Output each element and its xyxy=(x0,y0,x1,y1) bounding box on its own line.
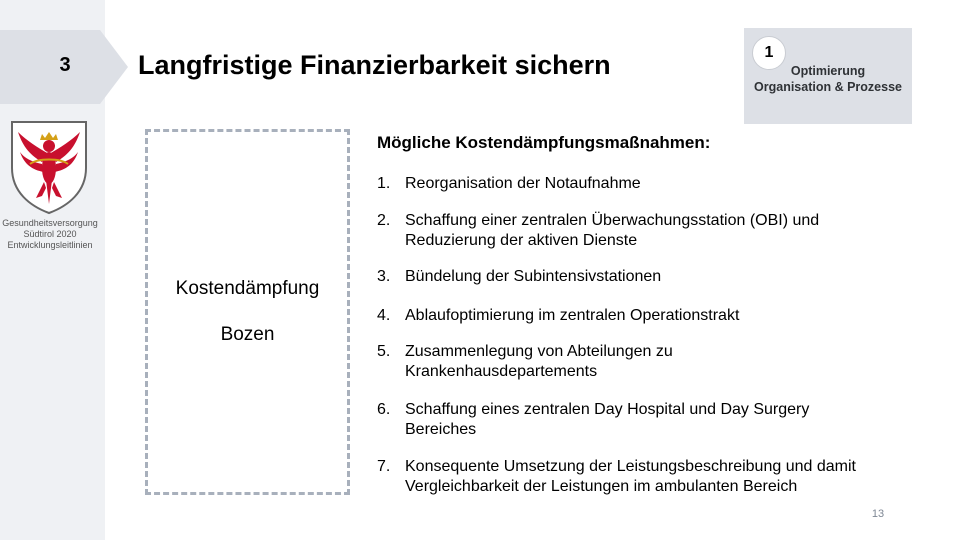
eagle-coat-of-arms-icon xyxy=(8,118,90,216)
logo-caption xyxy=(0,218,100,251)
list-item-number: 5. xyxy=(377,343,391,360)
list-item-number: 1. xyxy=(377,175,391,192)
topic-label: Kostendämpfung xyxy=(175,278,320,299)
logo-caption-line-2: Südtirol 2020 xyxy=(23,229,77,239)
list-item-text: Ablaufoptimierung im zentralen Operationstrakt xyxy=(405,307,740,324)
badge-line-1: Optimierung xyxy=(790,64,866,78)
list-item xyxy=(377,267,917,287)
page-number: 13 xyxy=(871,508,885,520)
list-item-text: Bündelung der Subintensivstationen xyxy=(405,268,662,285)
page-title: Langfristige Finanzierbarkeit sichern xyxy=(138,50,611,80)
logo-caption-line-3: Entwicklungsleitlinien xyxy=(7,240,93,250)
list-item-number: 3. xyxy=(377,268,391,285)
location-label: Bozen xyxy=(220,324,275,345)
measures-heading: Mögliche Kostendämpfungsmaßnahmen: xyxy=(377,133,711,152)
list-item xyxy=(377,457,917,497)
list-item-number: 2. xyxy=(377,212,391,229)
category-badge xyxy=(744,28,912,124)
logo-caption-line-1: Gesundheitsversorgung xyxy=(2,218,98,228)
badge-number: 1 xyxy=(752,36,786,70)
list-item-number: 4. xyxy=(377,307,391,324)
list-item-number: 7. xyxy=(377,458,391,475)
list-item-text: Zusammenlegung von Abteilungen zu Krankenhausdepartements xyxy=(405,343,673,380)
section-tab xyxy=(0,30,105,104)
list-item xyxy=(377,400,877,440)
list-item-number: 6. xyxy=(377,401,391,418)
list-item-text: Konsequente Umsetzung der Leistungsbeschreibung und damit Vergleichbarkeit der Leistungen im ambulanten Bereich xyxy=(405,458,856,495)
list-item-text: Schaffung eines zentralen Day Hospital und Day Surgery Bereiches xyxy=(405,401,810,438)
list-item xyxy=(377,306,917,326)
list-item xyxy=(377,342,757,382)
topic-box xyxy=(145,129,350,495)
section-number: 3 xyxy=(59,54,71,76)
list-item xyxy=(377,211,887,251)
list-item-text: Schaffung einer zentralen Überwachungsstation (OBI) und Reduzierung der aktiven Dienste xyxy=(405,212,820,249)
list-item xyxy=(377,174,917,194)
list-item-text: Reorganisation der Notaufnahme xyxy=(405,175,641,192)
badge-line-2: Organisation & Prozesse xyxy=(754,80,902,94)
